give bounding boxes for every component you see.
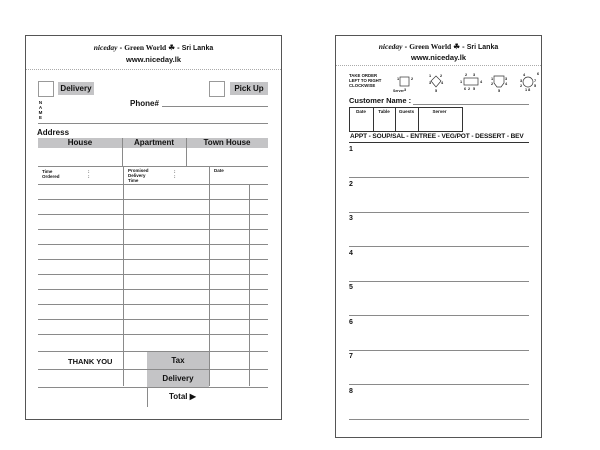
svg-text:2: 2 [468,87,471,91]
phone-label: Phone# [130,99,159,108]
tax-label: Tax [147,352,209,369]
svg-text:3: 3 [520,79,523,83]
delivery-order-form [25,35,282,420]
seat-number: 7 [349,353,353,360]
svg-text:1: 1 [429,74,432,78]
svg-text:4: 4 [441,81,444,85]
leaf-logo-icon: ☘ [453,42,461,51]
item-row-line[interactable] [38,319,268,320]
brand-title: Green World [124,43,167,52]
pickup-checkbox[interactable] [209,81,225,97]
brand-name: niceday [93,43,118,52]
brand-sep: - [462,42,465,51]
svg-text:4: 4 [480,80,483,84]
svg-text:4: 4 [523,73,526,77]
brand-title: Green World [409,42,452,51]
delivery-checkbox[interactable] [38,81,54,97]
seat-number: 1 [349,146,353,153]
col-divider [122,138,123,166]
booth-table-icon [494,76,504,87]
time-ordered-colon: : : [88,169,90,179]
svg-text:2: 2 [440,74,443,78]
order-instructions: TAKE ORDER LEFT TO RIGHT CLOCKWISE [349,73,382,88]
item-row-line[interactable] [38,259,268,260]
svg-text:1: 1 [460,80,463,84]
date-label: Date [214,168,224,173]
seat-order-line[interactable] [349,350,529,351]
promised-time-label: Promised Delivery Time [128,168,149,183]
customer-name-line[interactable] [413,104,529,105]
svg-text:2: 2 [411,77,414,81]
svg-text:1: 1 [397,77,400,81]
item-row-line[interactable] [38,274,268,275]
item-row-line[interactable] [38,199,268,200]
item-row-line[interactable] [38,184,268,185]
server-position-label: Server [393,89,404,93]
svg-text:4: 4 [505,82,508,86]
course-underline [349,142,529,143]
name-label: N A M E [38,100,43,120]
svg-text:3: 3 [473,73,476,77]
item-row-line[interactable] [38,304,268,305]
seat-order-line[interactable] [349,246,529,247]
item-row-line[interactable] [38,387,268,388]
name-input-line[interactable] [38,123,268,124]
info-header-server: Server [432,109,447,114]
delivery-fee-label: Delivery [147,370,209,387]
item-row-line[interactable] [38,244,268,245]
brand-country: Sri Lanka [466,44,499,51]
pickup-option-label: Pick Up [230,82,268,95]
seat-number: 3 [349,215,353,222]
brand-line [336,42,541,51]
svg-text:3: 3 [404,88,407,92]
seat-order-line[interactable] [349,419,529,420]
info-header-guests: Guests [398,109,415,114]
svg-text:2: 2 [465,73,468,77]
svg-text:1: 1 [491,77,494,81]
brand-line [26,43,281,52]
customer-name-label: Customer Name : [349,96,412,105]
rect-table-icon [464,78,478,85]
svg-text:5: 5 [534,84,537,88]
phone-input-line[interactable] [162,106,268,107]
item-row-line[interactable] [38,334,268,335]
divider [336,65,541,66]
item-row-line[interactable] [38,289,268,290]
seat-number: 8 [349,387,353,395]
total-label: Total ▶ [169,392,196,401]
round-table-icon [523,77,533,87]
website-url: www.niceday.lk [125,55,182,64]
address-type-apartment: Apartment [133,138,174,147]
seat-order-line[interactable] [349,177,529,178]
seat-order-line[interactable] [349,281,529,282]
seat-number: 6 [349,318,353,326]
address-type-townhouse: Town House [203,138,251,147]
row-line [38,166,268,167]
square-table-icon [400,77,409,86]
promised-time-colon: : : [174,169,176,179]
address-type-house: House [67,138,93,147]
dine-in-order-form [335,35,542,438]
website-url: www.niceday.lk [410,53,467,62]
address-label: Address [37,128,70,137]
brand-sep: - [119,43,123,52]
seat-order-line[interactable] [349,315,529,316]
svg-text:2: 2 [520,84,523,88]
svg-text:5: 5 [498,89,501,93]
brand-sep: - [404,42,408,51]
total-divider [147,387,148,407]
svg-text:3: 3 [429,81,432,85]
svg-text:5: 5 [435,89,438,93]
item-row-line[interactable] [38,229,268,230]
seat-number: 2 [349,180,353,188]
seat-number: 5 [349,284,353,291]
seat-order-line[interactable] [349,212,529,213]
brand-country: Sri Lanka [181,45,214,52]
thank-you-text: THANK YOU [68,357,113,366]
seat-number: 4 [349,249,353,257]
svg-text:1 8: 1 8 [525,88,531,92]
info-header-table: Table [378,109,390,114]
info-header-date: Date [356,109,366,114]
svg-text:2: 2 [491,82,494,86]
svg-text:5: 5 [473,87,476,91]
leaf-logo-icon: ☘ [168,43,176,52]
course-sequence: APPT - SOUP/SAL - ENTREE - VEG/POT - DESSERT - BEV [350,133,524,140]
table-seating-diagrams [384,71,539,97]
svg-text:7: 7 [534,79,537,83]
svg-text:6: 6 [537,72,539,76]
brand-name: niceday [378,42,403,51]
svg-text:3: 3 [505,77,508,81]
divider [26,69,281,70]
seat-order-line[interactable] [349,384,529,385]
delivery-option-label: Delivery [58,82,94,95]
brand-sep: - [177,43,180,52]
svg-text:6: 6 [464,87,467,91]
item-row-line[interactable] [38,214,268,215]
time-ordered-label: Time Ordered [42,169,60,179]
col-divider [186,138,187,166]
